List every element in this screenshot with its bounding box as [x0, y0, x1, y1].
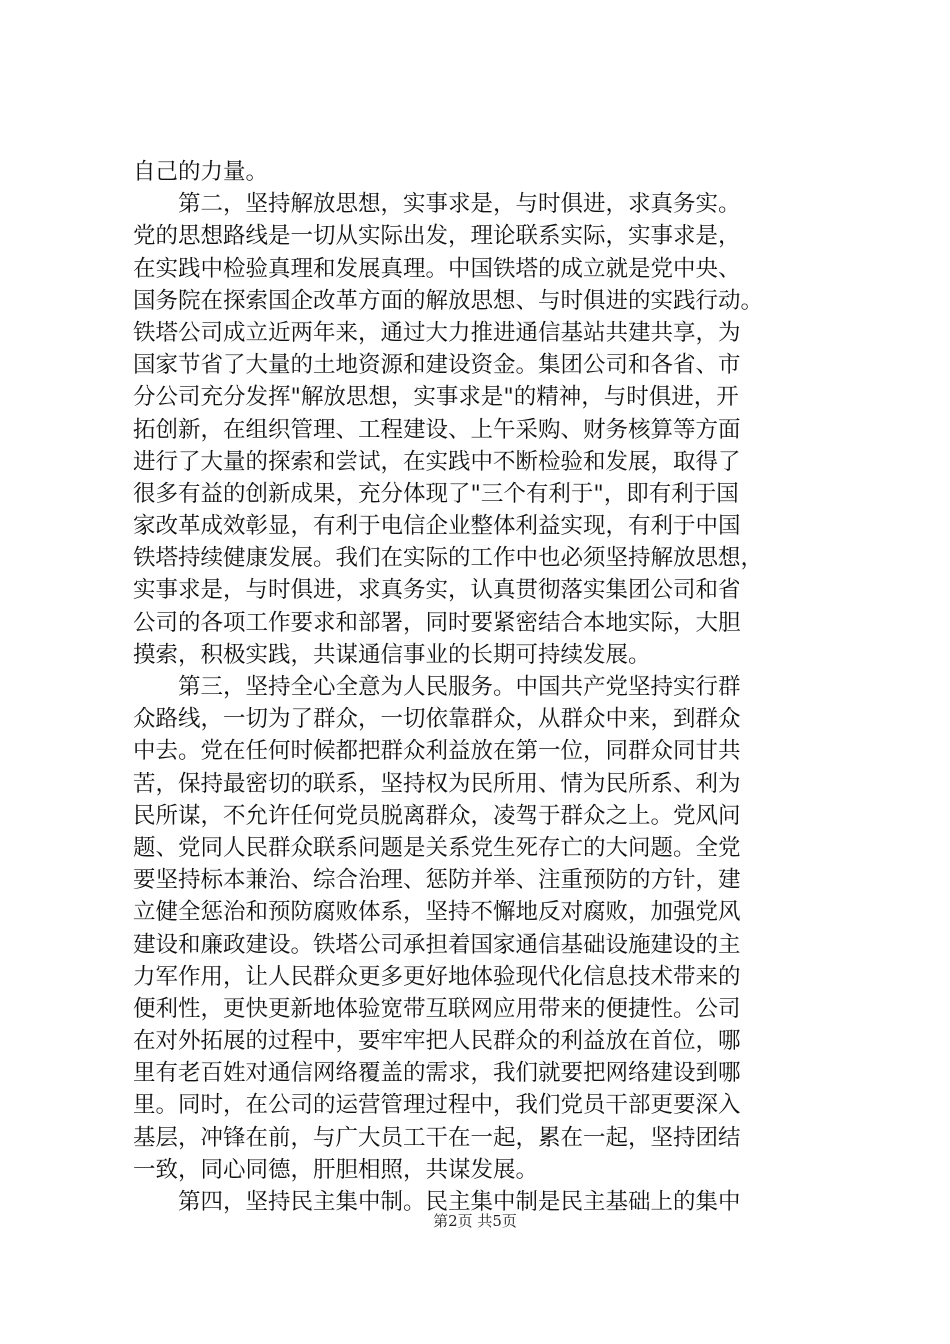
text-line: 一致，同心同德，肝胆相照，共谋发展。	[133, 1156, 539, 1183]
text-line: 要坚持标本兼治、综合治理、惩防并举、注重预防的方针，建	[133, 867, 741, 894]
text-line: 家改革成效彰显，有利于电信企业整体利益实现，有利于中国	[133, 513, 741, 540]
text-line: 国家节省了大量的土地资源和建设资金。集团公司和各省、市	[133, 352, 741, 379]
text-line: 铁塔持续健康发展。我们在实际的工作中也必须坚持解放思想，	[133, 545, 764, 572]
text-line: 拓创新，在组织管理、工程建设、上午采购、财务核算等方面	[133, 416, 741, 443]
text-line: 自己的力量。	[133, 159, 269, 185]
text-line: 苦，保持最密切的联系，坚持权为民所用、情为民所系、利为	[133, 770, 741, 797]
text-line: 第二，坚持解放思想，实事求是，与时俱进，求真务实。	[133, 191, 741, 218]
body-text	[133, 156, 833, 1218]
text-line: 在实践中检验真理和发展真理。中国铁塔的成立就是党中央、	[133, 255, 741, 282]
text-line: 第三，坚持全心全意为人民服务。中国共产党坚持实行群	[133, 674, 741, 700]
text-line: 很多有益的创新成果，充分体现了"三个有利于"，即有利于国	[133, 480, 739, 507]
text-line: 进行了大量的探索和尝试，在实践中不断检验和发展，取得了	[133, 448, 741, 475]
text-line: 建设和廉政建设。铁塔公司承担着国家通信基础设施建设的主	[133, 931, 741, 958]
page-footer: 第2页 共5页	[433, 1212, 517, 1230]
text-line: 力军作用，让人民群众更多更好地体验现代化信息技术带来的	[133, 963, 741, 990]
text-line: 立健全惩治和预防腐败体系，坚持不懈地反对腐败，加强党风	[133, 899, 741, 926]
text-line: 中去。党在任何时候都把群众利益放在第一位，同群众同甘共	[133, 738, 741, 765]
text-line: 摸索，积极实践，共谋通信事业的长期可持续发展。	[133, 641, 651, 668]
text-line: 题、党同人民群众联系问题是关系党生死存亡的大问题。全党	[133, 834, 741, 861]
text-line: 公司的各项工作要求和部署，同时要紧密结合本地实际，大胆	[133, 609, 741, 636]
text-line: 众路线，一切为了群众，一切依靠群众，从群众中来，到群众	[133, 706, 741, 733]
text-line: 便利性，更快更新地体验宽带互联网应用带来的便捷性。公司	[133, 995, 741, 1022]
text-line: 铁塔公司成立近两年来，通过大力推进通信基站共建共享，为	[133, 319, 741, 346]
text-line: 分公司充分发挥"解放思想，实事求是"的精神，与时俱进，开	[133, 384, 739, 411]
text-line: 里有老百姓对通信网络覆盖的需求，我们就要把网络建设到哪	[133, 1060, 741, 1087]
text-line: 党的思想路线是一切从实际出发，理论联系实际，实事求是，	[133, 223, 741, 250]
text-line: 实事求是，与时俱进，求真务实，认真贯彻落实集团公司和省	[133, 577, 741, 604]
text-line: 基层，冲锋在前，与广大员工干在一起，累在一起，坚持团结	[133, 1124, 741, 1151]
text-line: 民所谋，不允许任何党员脱离群众，凌驾于群众之上。党风问	[133, 802, 741, 829]
text-line: 在对外拓展的过程中，要牢牢把人民群众的利益放在首位，哪	[133, 1028, 741, 1055]
text-line: 里。同时，在公司的运营管理过程中，我们党员干部更要深入	[133, 1092, 741, 1119]
text-line: 国务院在探索国企改革方面的解放思想、与时俱进的实践行动。	[133, 287, 764, 314]
text-line: 第四，坚持民主集中制。民主集中制是民主基础上的集中	[133, 1189, 741, 1215]
